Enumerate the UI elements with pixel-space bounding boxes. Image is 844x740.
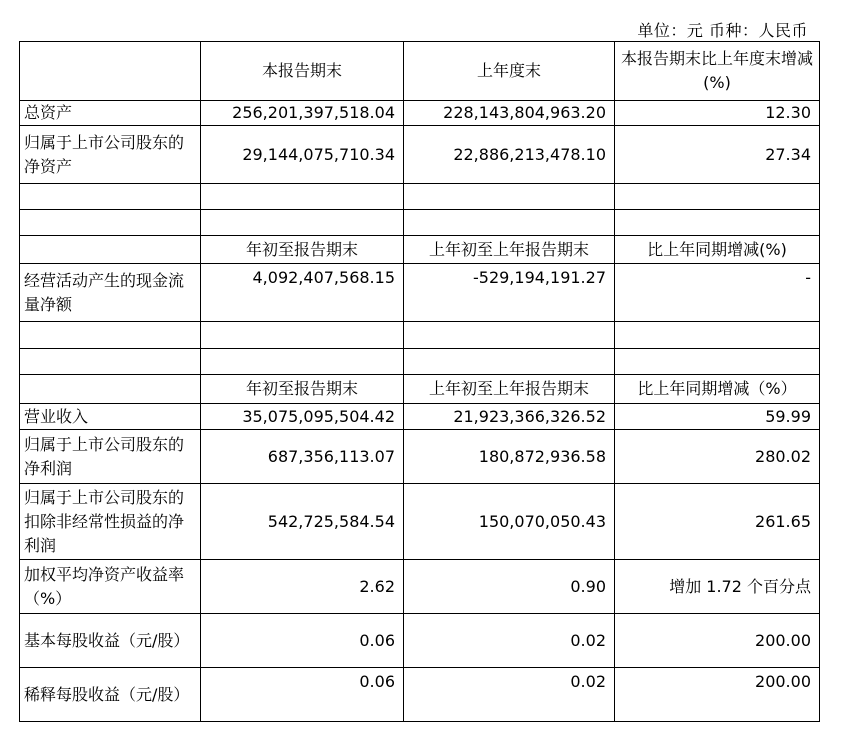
cell-value: 0.02 — [404, 668, 615, 722]
table-row — [20, 560, 820, 614]
spacer-row — [20, 210, 820, 236]
cell-value: 256,201,397,518.04 — [201, 101, 404, 126]
row-label: 稀释每股收益（元/股） — [20, 668, 201, 722]
cell-value: 12.30 — [615, 101, 820, 126]
header-prior-year-end: 上年度末 — [404, 42, 615, 101]
table-row — [20, 126, 820, 184]
table-row — [20, 101, 820, 126]
unit-currency-note: 单位：元 币种：人民币 — [637, 21, 808, 40]
row-label: 加权平均净资产收益率（%） — [20, 560, 201, 614]
cell-value: 22,886,213,478.10 — [404, 126, 615, 184]
header-ytd: 年初至报告期末 — [201, 375, 404, 404]
cell-value: 150,070,050.43 — [404, 484, 615, 560]
row-label: 营业收入 — [20, 404, 201, 430]
row-label: 基本每股收益（元/股） — [20, 614, 201, 668]
row-label: 经营活动产生的现金流量净额 — [20, 264, 201, 322]
section3-header-row — [20, 375, 820, 404]
header-yoy-change: 比上年同期增减（%） — [615, 375, 820, 404]
table-row — [20, 430, 820, 484]
table-row — [20, 404, 820, 430]
cell-value: 35,075,095,504.42 — [201, 404, 404, 430]
cell-value: 0.06 — [201, 668, 404, 722]
financial-summary-table — [19, 41, 820, 722]
spacer-row — [20, 322, 820, 349]
cell-value: 0.90 — [404, 560, 615, 614]
table-row — [20, 484, 820, 560]
cell-value: 增加 1.72 个百分点 — [615, 560, 820, 614]
header-current-period-end: 本报告期末 — [201, 42, 404, 101]
cell-value: 228,143,804,963.20 — [404, 101, 615, 126]
cell-value: 21,923,366,326.52 — [404, 404, 615, 430]
row-label: 归属于上市公司股东的净资产 — [20, 126, 201, 184]
header-change-pct: 本报告期末比上年度末增减(%) — [615, 42, 820, 101]
header-blank-cell — [20, 375, 201, 404]
cell-value: 180,872,936.58 — [404, 430, 615, 484]
header-yoy-change: 比上年同期增减(%) — [615, 236, 820, 264]
header-blank-cell — [20, 236, 201, 264]
cell-value: 0.06 — [201, 614, 404, 668]
spacer-row — [20, 184, 820, 210]
cell-value: 2.62 — [201, 560, 404, 614]
header-prior-ytd: 上年初至上年报告期末 — [404, 375, 615, 404]
table-row — [20, 668, 820, 722]
cell-value: 200.00 — [615, 668, 820, 722]
row-label: 归属于上市公司股东的扣除非经常性损益的净利润 — [20, 484, 201, 560]
row-label: 归属于上市公司股东的净利润 — [20, 430, 201, 484]
cell-value: 59.99 — [615, 404, 820, 430]
cell-value: 0.02 — [404, 614, 615, 668]
cell-value: 542,725,584.54 — [201, 484, 404, 560]
header-blank-cell — [20, 42, 201, 101]
table-row — [20, 264, 820, 322]
row-label: 总资产 — [20, 101, 201, 126]
section1-header-row — [20, 42, 820, 101]
cell-value: 280.02 — [615, 430, 820, 484]
cell-value: 4,092,407,568.15 — [201, 264, 404, 322]
spacer-row — [20, 349, 820, 375]
cell-value: 687,356,113.07 — [201, 430, 404, 484]
header-ytd: 年初至报告期末 — [201, 236, 404, 264]
cell-value: 200.00 — [615, 614, 820, 668]
cell-value: 27.34 — [615, 126, 820, 184]
cell-value: - — [615, 264, 820, 322]
table-row — [20, 614, 820, 668]
cell-value: 29,144,075,710.34 — [201, 126, 404, 184]
cell-value: -529,194,191.27 — [404, 264, 615, 322]
section2-header-row — [20, 236, 820, 264]
cell-value: 261.65 — [615, 484, 820, 560]
header-prior-ytd: 上年初至上年报告期末 — [404, 236, 615, 264]
